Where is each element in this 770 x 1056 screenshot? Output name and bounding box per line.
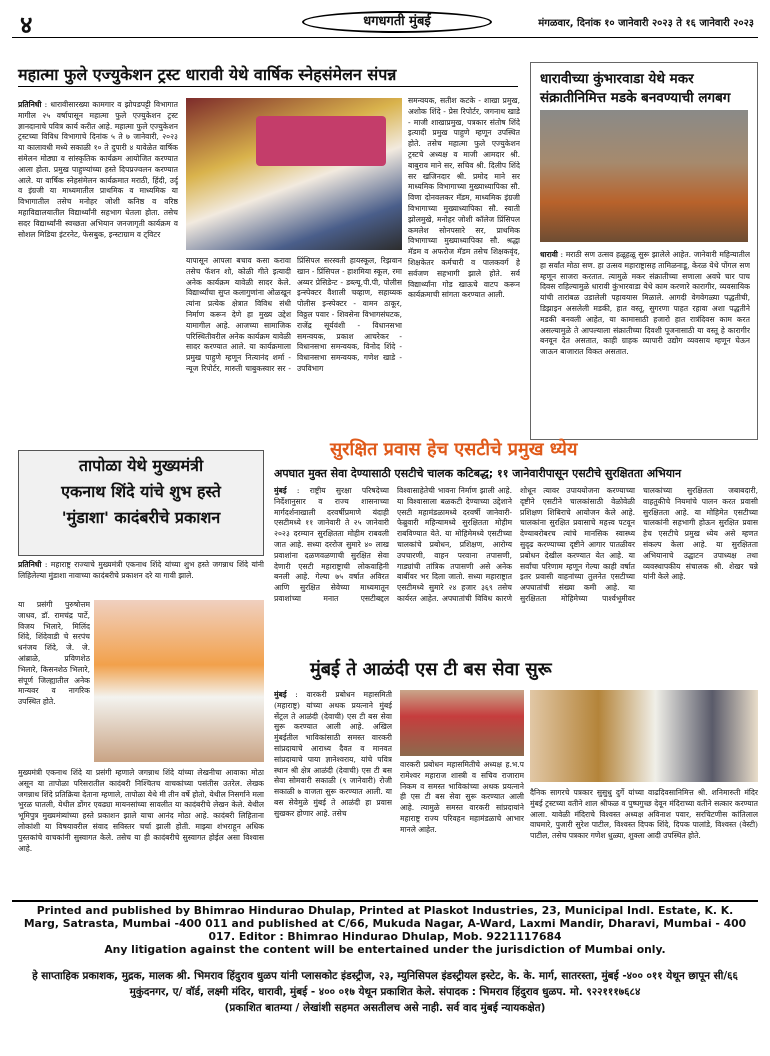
article3-photo [94, 600, 264, 762]
article2-photo [540, 110, 748, 242]
article5-bus-photo [400, 690, 524, 756]
article5-headline: मुंबई ते आळंदी एस टी बस सेवा सुरू [310, 659, 552, 680]
article5-column-3: दैनिक सागरचे पत्रकार सुसुधु दुर्गे यांच्या वाढदिवसानिमित्त श्री. शनिमारुती मंदिर मुंबई ट्रस्टच्या वतीने शाल श्रीफळ व पुष्पगुच्छ देवून मंदिराच्या वतीने सत्कार करण्यात आला. यावेळी मंदिराचे विश्वस्त अध्यक्ष अविनाश पवार, सरचिटणीस कांतिलाल वाघमारे, पुजारी सुरेश पाटील, विश्वस्त दिपक शिंदे, दिपक पालांडे, विश्वस्त (वेस्टी) पाटील, तसेच पत्रकार गणेश धुळ्या, शुक्ला आदी उपस्थित होते. [530, 788, 758, 841]
article3-headline-line-3: 'मुंडाशा' कादंबरीचे प्रकाशन [61, 508, 221, 527]
article5-column-1: मुंबई : वारकरी प्रबोधन महासमिती (महाराष्ट्र) यांच्या अथक प्रयत्नाने मुंबई सेंट्रल ते आळंदी (देवाची) एस टी बस सेवा सुरू करण्यात आली आहे. अखिल मुंबईतील भाविकांसाठी समस्त वारकरी सांप्रदायाचे आराध्य दैवत व मानवत सांप्रदायाचे पाया ज्ञानेश्वराय, यांचे पवित्र स्थान श्री क्षेत्र आळंदी (देवाची) एस टी बस सेवा सोमवारी सकाळी (९ जानेवारी) रोजी सकाळी ७ वाजता सुरू करण्यात आली. या बस सेवेमुळे मुंबई ते आळंदी हा प्रवास सुखकर होणार आहे. तसेच [274, 690, 392, 818]
article3-intro: प्रतिनिधी : महाराष्ट्र राज्याचे मुख्यमंत्री एकनाथ शिंदे यांच्या शुभ हस्ते जगन्नाथ शिंदे यांनी लिहिलेल्या मुंडाशा नावाच्या कादंबरीचे प्रकाशन दरे या गावी झाले. [18, 560, 264, 580]
article2-body: धारावी : मराठी सण उत्सव हळूहळू सुरू झालेले आहेत. जानेवारी महिन्यातील हा सर्वांत मोठा सण. हा उत्सव महाराष्ट्रासह तामिळनाडू, केरळ येथे पोंगल सण म्हणून साजरा करतात. त्यामुळे मकर संक्रातीच्या सणाला अवघे चार पाच दिवस राहिल्यामुळे धारावी कुंभारवाडा येथे काम करणारे कारागीर, व्यवसायिक यांची तारांबळ उडालेली पहावयास मिळाले. आगदी वेगवेगळ्या पद्धतीची, डिझाइन असलेली मडकी, हात वस्तू, सुगरणा पाहत रहावा अशा पद्धतीने मडकी बनवली आहेत, या कामासाठी हजारो हात रात्रंदिवस काम करत असल्यामुळे ते आपल्याला संक्रातीच्या दिवशी पूजनासाठी या वस्तू हे कारागीर बनवून देत असतात, काही ग्राहक व्यापारी उद्योग व्यवसाय म्हणून घेऊन जाऊन बाजारात विकत असतात. [540, 250, 750, 357]
article1-column-1: प्रतिनिधी : धारावीसारख्या कामगार व झोपडपट्टी विभागात मागील २५ वर्षापासून महात्मा फुले एज्युकेशन ट्रस्ट ज्ञानदानाचे पवित्र कार्य करीत आहे. महात्मा फुले एज्युकेशन ट्रस्टच्या विविध विभागाचे दिनांक ५ ते ७ जानेवारी, २०२३ या कालावधी मध्ये सकाळी १० ते दुपारी ४ यावेळेत वार्षिक संमेलन मोठ्या व सांस्कृतिक कार्यक्रम आयोजित करण्यात आला होता. प्रमुख पाहुण्यांच्या हस्ते दिपप्रज्वलन करण्यात आले. या वार्षिक स्नेहसंमेलन कार्यक्रमात मराठी, हिंदी, उर्दू व इंग्रजी या माध्यमातील प्राथमिक व माध्यमिक या विभागातील तसेच मनोहर जोशी कनिष्ठ व वरिष्ठ महाविद्यालयातील विद्यार्थ्यांनी सहभाग घेतला होता. तसेच सदर विद्यार्थ्यांनी स्वच्छता अभियान जनजागृती कार्यक्रम व सोशल मिडिया इंटरनेट, फेसबुक, इन्स्टाग्राम व ट्विटर [18, 100, 178, 239]
imprint-english [22, 904, 748, 956]
article5-byline: मुंबई [274, 690, 287, 699]
masthead [12, 8, 758, 38]
newspaper-logo: धगधगती मुंबई [302, 11, 492, 33]
article5-column-2: वारकरी प्रबोधन महासमितीचे अध्यक्ष ह.भ.प रामेश्वर महाराज शास्त्री व सचिव राजाराम निकम व समस्त भाविकांच्या अथक प्रयत्नाने ही एस टी बस सेवा सुरू करण्यात आली आहे. त्यामुळे समस्त वारकरी सांप्रदायांने महाराष्ट्र राज्य परिवहन महामंडळाचे आभार मानले आहेत. [400, 760, 524, 834]
article4-subheadline: अपघात मुक्त सेवा देण्यासाठी एसटीचे चालक कटिबद्ध; ११ जानेवारीपासून एसटीचे सुरक्षितता अभियान [274, 467, 682, 480]
article1-column-2: यापासून आपला बचाव कसा करावा तसेच फॅशन शो, कोळी गीते इत्यादी अनेक कार्यक्रम यावेळी सादर केले. विद्यार्थ्यांचा सुप्त कलागुणांना ओळखून त्यांना प्रत्येक क्षेत्रात विविध संधी निर्माण करून देणे हा मुख्य उद्देश यामागील आहे. आजच्या सामाजिक परिस्थितीवरील अनेक कार्यक्रम यावेळी सादर करण्यात आले. या कार्यक्रमाला प्रमुख पाहुणे म्हणून नित्यानंद शर्मा - न्यूज रिपोर्टर, मारुती चाबुकस्वार सर - प्रिंसिपल सरस्वती हायस्कूल, रिझवान खान - प्रिंसिपल - हाशमिया स्कूल, रमा अय्यर प्रेसिडेन्ट - डब्ल्यू.पी.पी, पोलीस इन्स्पेक्टर वैशाली चव्हाण, सहाय्यक पोलीस इन्स्पेक्टर - वामन ठाकूर, विठ्ठल पवार - शिवसेना विभागसंघटक, राजेंद्र सूर्यवंशी - विधानसभा समन्वयक, प्रकाश आचरेकर - विधानसभा समन्वयक, विनोद शिंदे - विधानसभा समन्वयक, गणेश खाडे - उपविभाग [186, 256, 402, 373]
article5-text-1: वारकरी प्रबोधन महासमिती (महाराष्ट्र) यांच्या अथक प्रयत्नाने मुंबई सेंट्रल ते आळंदी (देवाची) एस टी बस सेवा सुरू करण्यात आली आहे. अखिल मुंबईतील भाविकांसाठी समस्त वारकरी सांप्रदायाचे आराध्य दैवत व मानवत सांप्रदायाचे पाया ज्ञानेश्वराय, यांचे पवित्र स्थान श्री क्षेत्र आळंदी (देवाची) एस टी बस सेवा सोमवारी सकाळी (९ जानेवारी) रोजी सकाळी ७ वाजता सुरू करण्यात आली. या बस सेवेमुळे मुंबई ते आळंदी हा प्रवास सुखकर होणार आहे. तसेच [274, 690, 392, 818]
article1-byline: प्रतिनिधी [18, 100, 42, 109]
article1-column-3: समन्वयक, सतीश कटके - शाखा प्रमुख, अशोक शिंदे - प्रेस रिपोर्टर, जगनाथ खाडे - माजी शाखाप्रमुख, पत्रकार संतोष शिंदे इत्यादी प्रमुख पाहुणे म्हणून उपस्थित होते. तसेच महात्मा फुले एज्युकेशन ट्रस्टचे अध्यक्ष व माजी आमदार श्री. बाबुराव माने सर, सचिव श्री. दिलीप शिंदे सर खजिनदार श्री. प्रमोद माने सर माध्यमिक विभागाच्या मुख्याध्यापिका सौ. विणा दोनवलकर मॅडम, माध्यमिक इंग्रजी विभागाच्या मुख्याध्यापिका सौ. स्वाती झोलमुखे, मनोहर जोशी कॉलेज प्रिंसिपल कमलेश सोनपसारे सर, प्राथमिक विभागाच्या मुख्याध्यापिका सौ. श्रद्धा मॅडम व अफरोज मॅडम तसेच शिक्षकवृंद, शिक्षकेतर कर्मचारी व पालकवर्ग हे सर्वजण सहभागी झाले होते. सर्व विद्यार्थ्यांना गोड खाऊचे वाटप करून कार्यक्रमाची सांगता करण्यात आली. [408, 96, 520, 300]
article4-headline: सुरक्षित प्रवास हेच एसटीचे प्रमुख ध्येय [330, 439, 578, 460]
page-number: ४ [20, 11, 33, 39]
article1-photo [186, 98, 402, 250]
article2-text: मराठी सण उत्सव हळूहळू सुरू झालेले आहेत. जानेवारी महिन्यातील हा सर्वांत मोठा सण. हा उत्सव महाराष्ट्रासह तामिळनाडू, केरळ येथे पोंगल सण म्हणून साजरा करतात. त्यामुळे मकर संक्रातीच्या सणाला अवघे चार पाच दिवस राहिल्यामुळे धारावी कुंभारवाडा येथे काम करणारे कारागीर, व्यवसायिक यांची तारांबळ उडालेली पहावयास मिळाले. आगदी वेगवेगळ्या पद्धतीची, डिझाइन असलेली मडकी, हात वस्तू, सुगरणा पाहत रहावा अशा पद्धतीने मडकी बनवली आहेत, या कामासाठी हजारो हात रात्रंदिवस काम करत असल्यामुळे ते आपल्याला संक्रातीच्या दिवशी पूजनासाठी या वस्तू हे कारागीर बनवून देत असतात, काही ग्राहक व्यापारी उद्योग व्यवसाय म्हणून घेऊन जाऊन बाजारात विकत असतात. [540, 250, 750, 357]
article3-headline [18, 450, 264, 556]
article4-text: राष्ट्रीय सुरक्षा परिषदेच्या निर्देशानुसार व राज्य शासनाच्या मार्गदर्शनाखाली दरवर्षीप्रमाणे यंदाही एसटीमध्ये ११ जानेवारी ते २५ जानेवारी २०२३ दरम्यान सुरक्षितता मोहीम राबवली जात आहे. सध्या दररोज सुमारे ४० लाख प्रवाशांना दळणवळणाची सुरक्षित सेवा देणारी एसटी महाराष्ट्राची लोकवाहिनी बनली आहे. गेल्या ७५ वर्षात अविरत आणि सुरक्षित सेवेच्या माध्यमातून प्रवाशांच्या मनात एसटीबद्दल विश्वासाहेतेची भावना निर्माण झाली आहे. या विश्वासाला बळकटी देण्याच्या उद्देशाने एसटी महामंडळामध्ये दरवर्षी जानेवारी-फेब्रुवारी महिन्यामध्ये सुरक्षितता मोहीम राबविण्यात येते. या मोहिमेमध्ये एसटीच्या चालकांचे प्रबोधन, प्रशिक्षण, आरोग्य उपचारणी, वाहन परवाना तपासणी, गाड्यांची तांत्रिक तपासणी असे अनेक बाबींवर भर दिला जातो. सध्या महाराष्ट्रात एसटीमध्ये सुमारे २४ हजार ३६९ तसेच कार्यरत आहेत. अपघातांची विविध कारणे शोधून त्यावर उपाययोजना करण्याच्या दृष्टीने एसटीने चालकांसाठी वेळोवेळी प्रशिक्षण शिबिराचे आयोजन केले आहे. चालकांना सुरक्षित प्रवासाचे महत्त्व पटवून देण्याबरोबरच त्यांचे मानसिक स्वास्थ्य सुदृढ करण्याच्या दृष्टीने आगार पातळीवर प्रबोधन देखील करण्यात येत आहे. या सर्वांचा परिणाम म्हणून गेल्या काही वर्षात इतर प्रवासी वाहनांच्या तुलनेत एसटीच्या अपघातांची संख्या कमी आहे. या सुरक्षितता मोहिमेच्या पार्श्वभूमीवर चालकांच्या सुरक्षितता जबाबदारी, वाहतुकीचे नियमांचे पालन करत प्रवासी सुरक्षितता आहे. या मोहिमेत एसटीच्या चालकांनी सहभागी होऊन सुरक्षित प्रवास हेच एसटीचे प्रमुख ध्येय असे म्हणत संकल्प केला आहे. या सुरक्षितता अभियानाचे उद्घाटन उपाध्यक्ष तथा व्यवस्थापकीय संचालक श्री. शेखर चन्ने यांनी केले आहे. [274, 486, 758, 603]
imprint-marathi [22, 968, 748, 1016]
article4-byline: मुंबई [274, 486, 287, 495]
article2-byline: धारावी [540, 250, 558, 259]
article1-headline: महात्मा फुले एज्युकेशन ट्रस्ट धारावी येथे वार्षिक स्नेहसंमेलन संपन्न [18, 64, 518, 87]
issue-date: मंगळवार, दिनांक १० जानेवारी २०२३ ते १६ जानेवारी २०२३ [538, 18, 754, 29]
article5-group-photo [530, 690, 758, 782]
article3-headline-line-1: तापोळा येथे मुख्यमंत्री [78, 456, 204, 475]
article3-side: या प्रसंगी पुरुषोत्तम जाधव, डॉ. रामचंद्र पार्टे, विजय भिलारे, मिलिंद शिंदे, शिंदेवाडी चे सरपंच धनंजय शिंदे, जे. जे. आंब्राळे, प्रविणशेठ भिलारे, किसनशेठ भिलारे, संपूर्ण जिल्ह्यातील अनेक मान्यवर व नागरिक उपस्थित होते. [18, 600, 90, 707]
imprint-english-text: Printed and published by Bhimrao Hindurao Dhulap, Printed at Plaskot Industries, 23, Municipal Indl. Estate, K. K. Marg, Satrasta, Mumbai -400 011 and published at C/66, Mukuda Nagar, A-Ward, Laxmi Mandir, Dharavi, Mumbai - 400 017. Editor : Bhimrao Hindurao Dhulap, Mob. 9221117684 [23, 904, 747, 943]
article3-intro-text: महाराष्ट्र राज्याचे मुख्यमंत्री एकनाथ शिंदे यांच्या शुभ हस्ते जगन्नाथ शिंदे यांनी लिहिलेल्या मुंडाशा नावाच्या कादंबरीचे प्रकाशन दरे या गावी झाले. [18, 560, 264, 580]
article4-body: मुंबई : राष्ट्रीय सुरक्षा परिषदेच्या निर्देशानुसार व राज्य शासनाच्या मार्गदर्शनाखाली दरवर्षीप्रमाणे यंदाही एसटीमध्ये ११ जानेवारी ते २५ जानेवारी २०२३ दरम्यान सुरक्षितता मोहीम राबवली जात आहे. सध्या दररोज सुमारे ४० लाख प्रवाशांना दळणवळणाची सुरक्षित सेवा देणारी एसटी महाराष्ट्राची लोकवाहिनी बनली आहे. गेल्या ७५ वर्षात अविरत आणि सुरक्षित सेवेच्या माध्यमातून प्रवाशांच्या मनात एसटीबद्दल विश्वासाहेतेची भावना निर्माण झाली आहे. या विश्वासाला बळकटी देण्याच्या उद्देशाने एसटी महामंडळामध्ये दरवर्षी जानेवारी-फेब्रुवारी महिन्यामध्ये सुरक्षितता मोहीम राबविण्यात येते. या मोहिमेमध्ये एसटीच्या चालकांचे प्रबोधन, प्रशिक्षण, आरोग्य उपचारणी, वाहन परवाना तपासणी, गाड्यांची तांत्रिक तपासणी असे अनेक बाबींवर भर दिला जातो. सध्या महाराष्ट्रात एसटीमध्ये सुमारे २४ हजार ३६९ तसेच कार्यरत आहेत. अपघातांची विविध कारणे शोधून त्यावर उपाययोजना करण्याच्या दृष्टीने एसटीने चालकांसाठी वेळोवेळी प्रशिक्षण शिबिराचे आयोजन केले आहे. चालकांना सुरक्षित प्रवासाचे महत्त्व पटवून देण्याबरोबरच त्यांचे मानसिक स्वास्थ्य सुदृढ करण्याच्या दृष्टीने आगार पातळीवर प्रबोधन देखील करण्यात येत आहे. या सर्वांचा परिणाम म्हणून गेल्या काही वर्षात इतर प्रवासी वाहनांच्या तुलनेत एसटीच्या अपघातांची संख्या कमी आहे. या सुरक्षितता मोहिमेच्या पार्श्वभूमीवर चालकांच्या सुरक्षितता जबाबदारी, वाहतुकीचे नियमांचे पालन करत प्रवासी सुरक्षितता आहे. या मोहिमेत एसटीच्या चालकांनी सहभागी होऊन सुरक्षित प्रवास हेच एसटीचे प्रमुख ध्येय असे म्हणत संकल्प केला आहे. या सुरक्षितता अभियानाचे उद्घाटन उपाध्यक्ष तथा व्यवस्थापकीय संचालक श्री. शेखर चन्ने यांनी केले आहे. [274, 486, 758, 603]
article3-body: मुख्यमंत्री एकनाथ शिंदे या प्रसंगी म्हणाले जगन्नाथ शिंदे यांच्या लेखनीचा आवाका मोठा असून या तापोळा परिसरातील कादंबरी निश्चितच वाचकांच्या पसंतीस उतरेल. लेखक जगन्नाथ शिंदे प्रतिक्रिया देताना म्हणाले, तापोळा येथे मी तीन वर्षे होतो, येथील निसर्गाने मला भुरळ घातली, येथील डोंगर एवढ्या मायनसांच्या सावलीत या कादंबरीचे लेखन केले. येथील भूमिपुत्र मुख्यमंत्र्यांच्या हस्ते प्रकाशन झाले याचा आनंद मोठा आहे. कादंबरी लिहिताना लोकांशी या विषयावरील संवाद सविस्तर चर्चा झाली होती. माझ्या शंभराहून अधिक पुस्तकांचे वाचकांनी सुस्वागत केले. तसेच या ही कादंबरीचे सुस्वागत होईल असा विश्वास आहे. [18, 768, 264, 853]
imprint-jurisdiction: Any litigation against the content will be entertained under the jurisdiction of Mumbai only. [104, 943, 666, 956]
imprint-disclaimer: (प्रकाशित बातम्या / लेखांशी सहमत असतीलच असे नाही. सर्व वाद मुंबई न्यायकक्षेत) [224, 1002, 546, 1014]
imprint-marathi-text: हे साप्ताहिक प्रकाशक, मुद्रक, मालक श्री. भिमराव हिंदुराव धुळप यांनी प्लासकोट इंडस्ट्रीज, २३, म्युनिसिपल इंडस्ट्रीयल इस्टेट, के. के. मार्ग, सातरस्ता, मुंबई -४०० ०११ येथून छापून सी/६६ मुकुंदनगर, ए/ वॉर्ड, लक्ष्मी मंदिर, धारावी, मुंबई - ४०० ०१७ येथून प्रकाशित केले. संपादक : भिमराव हिंदुराव धुळप. मो. ९२२१११७६८४ [32, 970, 738, 998]
article2-headline: धारावीच्या कुंभारवाडा येथे मकर संक्रातीनिमित्त मडके बनवण्याची लगबग [540, 71, 731, 106]
stage-banner [256, 116, 386, 166]
article1-text-1: धारावीसारख्या कामगार व झोपडपट्टी विभागात मागील २५ वर्षापासून महात्मा फुले एज्युकेशन ट्रस्ट ज्ञानदानाचे पवित्र कार्य करीत आहे. महात्मा फुले एज्युकेशन ट्रस्टच्या विविध विभागाचे दिनांक ५ ते ७ जानेवारी, २०२३ या कालावधी मध्ये सकाळी १० ते दुपारी ४ यावेळेत वार्षिक संमेलन मोठ्या व सांस्कृतिक कार्यक्रम आयोजित करण्यात आला होता. प्रमुख पाहुण्यांच्या हस्ते दिपप्रज्वलन करण्यात आले. या वार्षिक स्नेहसंमेलन कार्यक्रमात मराठी, हिंदी, उर्दू व इंग्रजी या माध्यमातील प्राथमिक व माध्यमिक या विभागातील तसेच मनोहर जोशी कनिष्ठ व वरिष्ठ महाविद्यालयातील विद्यार्थ्यांनी सहभाग घेतला होता. तसेच सदर विद्यार्थ्यांनी स्वच्छता अभियान जनजागृती कार्यक्रम व सोशल मिडिया इंटरनेट, फेसबुक, इन्स्टाग्राम व ट्विटर [18, 100, 178, 239]
article3-byline: प्रतिनिधी [18, 560, 42, 569]
article3-headline-line-2: एकनाथ शिंदे यांचे शुभ हस्ते [61, 482, 221, 501]
